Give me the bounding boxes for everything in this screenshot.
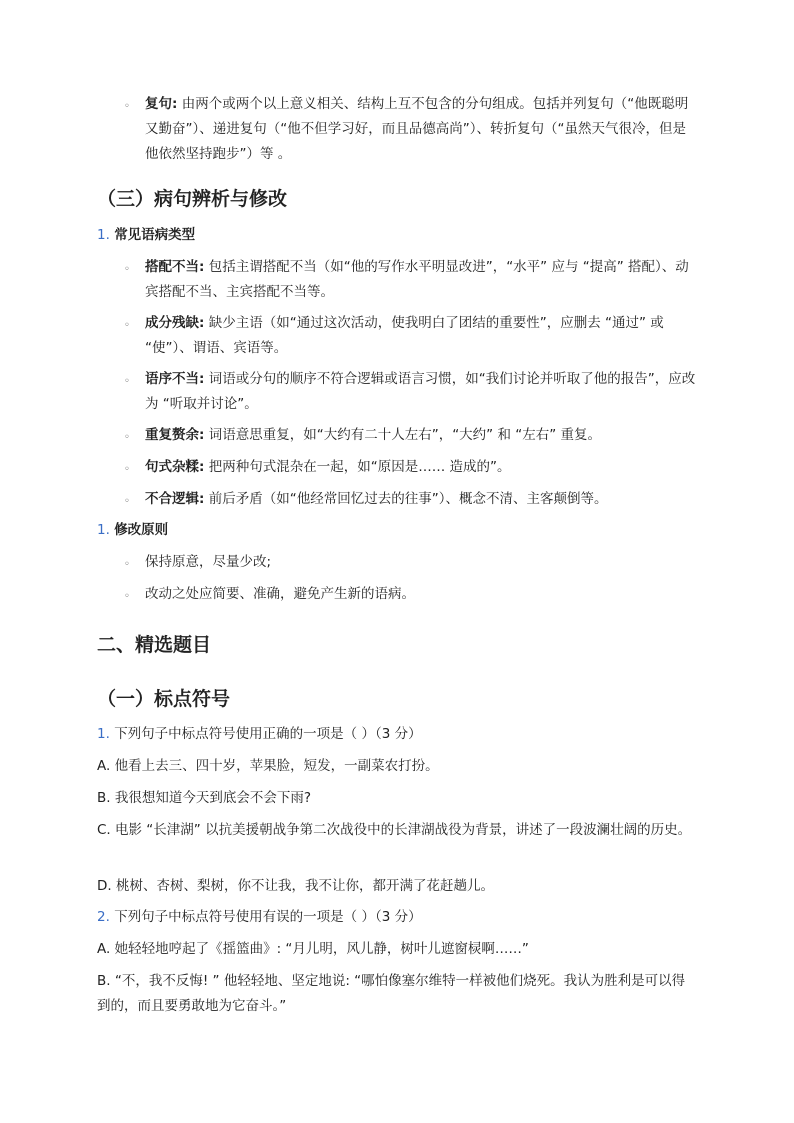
item-label: 复句:: [145, 96, 178, 112]
bullet-dot: ◦: [124, 376, 130, 387]
principle-item: 保持原意，尽量少改;: [145, 554, 272, 570]
option-d: D. 桃树、杏树、梨树，你不让我，我不让你，都开满了花赶趟儿。: [97, 878, 494, 894]
error-item: [145, 423, 698, 448]
bullet-dot: ◦: [124, 464, 130, 475]
item-text: 缺少主语（如“通过这次活动，使我明白了团结的重要性”，应删去 “通过” 或 “使”）、谓语、宾语等。: [145, 315, 664, 356]
principle-item: 改动之处应简要、准确，避免产生新的语病。: [145, 586, 415, 602]
compound-sentence-item: [145, 92, 698, 167]
error-item: [145, 311, 698, 361]
item-text: 词语意思重复，如“大约有二十人左右”，“大约” 和 “左右” 重复。: [208, 427, 602, 443]
option-c: C. 电影 “长津湖” 以抗美援朝战争第二次战役中的长津湖战役为背景，讲述了一段波澜壮阔的历史。: [97, 822, 692, 838]
question-number: 2.: [97, 909, 110, 925]
error-item: [145, 487, 698, 512]
error-item: [145, 455, 698, 480]
part-heading: 二、精选题目: [97, 634, 212, 656]
item-text: 由两个或两个以上意义相关、结构上互不包含的分句组成。包括并列复句（“他既聪明又勤奋”）、递进复句（“他不但学习好，而且品德高尚”）、转折复句（“虽然天气很冷，但是他依然坚持跑步”）等 。: [145, 96, 689, 162]
item-text: 把两种句式混杂在一起，如“原因是…… 造成的”。: [208, 459, 511, 475]
subsection-label: 常见语病类型: [114, 227, 196, 243]
section-heading-3: （三）病句辨析与修改: [97, 188, 288, 210]
bullet-dot: ◦: [124, 264, 130, 275]
question-2-stem: [97, 905, 697, 930]
question-text: 下列句子中标点符号使用正确的一项是（ ）（3 分）: [114, 726, 422, 742]
error-item: [145, 255, 698, 305]
item-label: 语序不当:: [145, 371, 205, 387]
question-number: 1.: [97, 726, 110, 742]
item-label: 重复赘余:: [145, 427, 205, 443]
bullet-dot: ◦: [124, 559, 130, 570]
subsection-title: [97, 223, 697, 248]
bullet-dot: ◦: [124, 101, 130, 112]
item-label: 不合逻辑:: [145, 491, 205, 507]
item-text: 前后矛盾（如“他经常回忆过去的往事”）、概念不清、主客颠倒等。: [208, 491, 608, 507]
bullet-dot: ◦: [124, 496, 130, 507]
section-heading-1: （一）标点符号: [97, 688, 231, 710]
bullet-dot: ◦: [124, 591, 130, 602]
item-label: 搭配不当:: [145, 259, 205, 275]
error-item: [145, 367, 698, 417]
list-number: 1.: [97, 227, 110, 243]
option-a: A. 她轻轻地哼起了《摇篮曲》: “月儿明，风儿静，树叶儿遮窗棂啊……”: [97, 941, 529, 957]
bullet-dot: ◦: [124, 320, 130, 331]
option-b: B. 我很想知道今天到底会不会下雨?: [97, 790, 312, 806]
item-text: 词语或分句的顺序不符合逻辑或语言习惯，如“我们讨论并听取了他的报告”，应改为 “听取并讨论”。: [145, 371, 696, 412]
question-text: 下列句子中标点符号使用有误的一项是（ ）（3 分）: [114, 909, 422, 925]
option-b: B. “不，我不反悔! ” 他轻轻地、坚定地说: “哪怕像塞尔维特一样被他们烧死。我认为胜利是可以得到的，而且要勇敢地为它奋斗。”: [97, 973, 686, 1014]
subsection-label: 修改原则: [114, 522, 169, 538]
subsection-title: [97, 518, 697, 543]
bullet-dot: ◦: [124, 432, 130, 443]
item-label: 成分残缺:: [145, 315, 205, 331]
item-text: 包括主谓搭配不当（如“他的写作水平明显改进”，“水平” 应与 “提高” 搭配）、动宾搭配不当、主宾搭配不当等。: [145, 259, 689, 300]
item-label: 句式杂糅:: [145, 459, 205, 475]
list-number: 1.: [97, 522, 110, 538]
option-a: A. 他看上去三、四十岁，苹果脸，短发，一副菜农打扮。: [97, 758, 439, 774]
question-1-stem: [97, 722, 697, 747]
